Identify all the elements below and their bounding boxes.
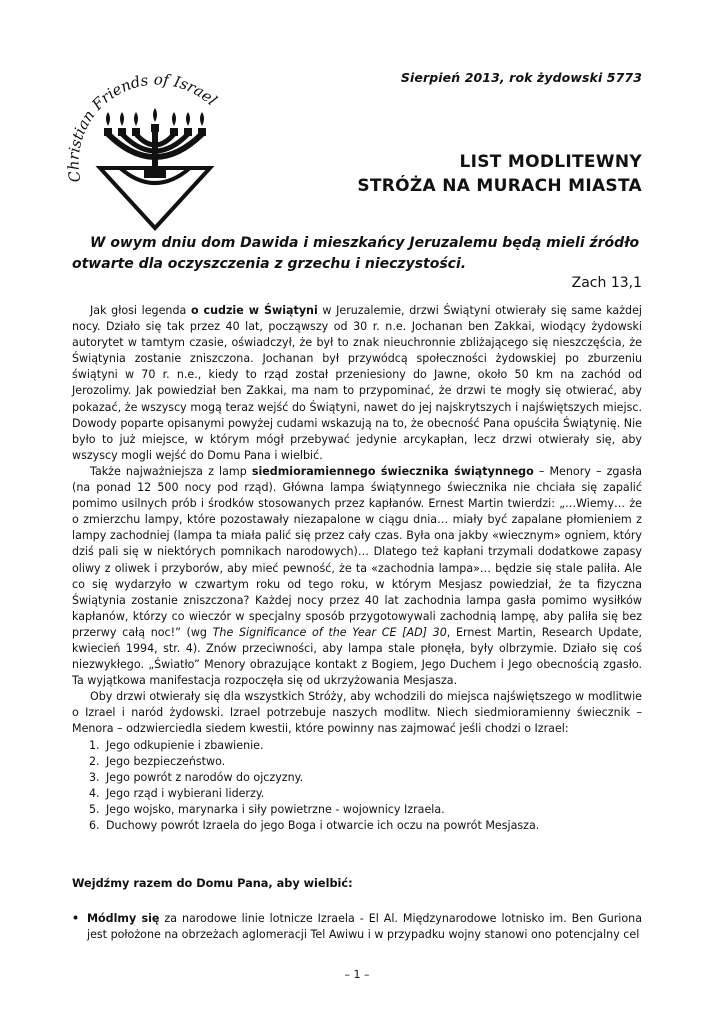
page-title (357, 150, 642, 198)
bible-verse: W owym dniu dom Dawida i mieszkańcy Jeruzalemu będą mieli źródło otwarte dla oczyszczenia z grzechu i nieczystości. (72, 235, 640, 272)
list-item: 2. Jego bezpieczeństwo. (89, 754, 226, 768)
list-item: 6. Duchowy powrót Izraela do jego Boga i otwarcie ich oczu na powrót Mesjasza. (89, 819, 540, 832)
list-item: 1. Jego odkupienie i zbawienie. (89, 738, 264, 752)
paragraph-menorah-lamp: Także najważniejsza z lamp siedmioramiennego świecznika świątynnego – Menory – zgasła (na ponad 12 500 nocy pod rząd). Główna lampa świątynnego świecznika nie chciała się zapalić pomimo usilnych prób i środków stosowanych przez kapłanów. Ernest Martin twierdzi: „…Wiemy… że o zmierzchu lampy, które pozostawały niezapalone w ciągu dnia… miały być zapalane płomieniem z lampy zachodniej (lampa ta miała palić się przez cały czas. Była ona jakby «wiecznym» ogniem, który dziś pali się w niektórych pomnikach narodowych)… Dlatego też kapłani trzymali dodatkowe zapasy oliwy z oliwek i przyborów, aby mieć pewność, że ta «zachodnia lampa»… będzie się stale paliła. Ale co się wydarzyło w czwartym roku od tego roku, w którym Mesjasz powiedział, że ta fizyczna Świątynia zostanie zniszczona? Każdej nocy przez 40 lat zachodnia lampa gasła pomimo wysiłków kapłanów, którzy co wieczór w specjalny sposób przygotowywali zachodnią lampę, aby paliła się bez przerwy całą noc!” (wg The Significance of the Year CE [AD] 30, Ernest Martin, Research Update, kwiecień 1994, str. 4). Znów przeciwności, aby lampa stale płonęła, były olbrzymie. Działo się coś niezwykłego. „Światło” Menory obrazujące kontakt z Bogiem, Jego Duchem i Jego obecnością zgasło. Ta wyjątkowa manifestacja rozpoczęła się od ukrzyżowania Mesjasza. (72, 464, 643, 688)
list-item: 5. Jego wojsko, marynarka i siły powietrzne - wojownicy Izraela. (89, 802, 445, 816)
section-heading: Wejdźmy razem do Domu Pana, aby wielbić: (72, 877, 353, 890)
list-item: 4. Jego rząd i wybierani liderzy. (89, 786, 265, 800)
christian-friends-of-israel-logo (60, 68, 250, 238)
list-item: 3. Jego powrót z narodów do ojczyzny. (89, 770, 304, 784)
title-line-2: STRÓŻA NA MURACH MIASTA (357, 176, 642, 196)
issue-date: Sierpień 2013, rok żydowski 5773 (400, 70, 642, 85)
prayer-list (72, 738, 642, 835)
title-line-1: LIST MODLITEWNY (459, 152, 642, 172)
article-body (72, 303, 642, 834)
menorah-icon (100, 108, 210, 228)
bullet-icon: • (72, 912, 80, 925)
page-number: – 1 – (344, 968, 370, 981)
bullet-text: Módlmy się za narodowe linie lotnicze Izraela - El Al. Międzynarodowe lotnisko im. Ben Guriona jest położone na obrzeżach aglomeracji Tel Awiwu i w przypadku wojny stanowi ono potencjalny cel (87, 912, 642, 942)
logo-arc-text: Christian Friends of Israel (64, 70, 221, 184)
paragraph-temple-doors: Jak głosi legenda o cudzie w Świątyni w Jeruzalemie, drzwi Świątyni otwierały się same każdej nocy. Działo się tak przez 40 lat, począwszy od 30 r. n.e. Jochanan ben Zakkai, wiodący żydowski autorytet w tamtym czasie, oświadczył, że był to znak nieuchronnie zbliżającego się nieszczęścia, że Świątynia zostanie zniszczona. Jochanan był przywódcą społeczności żydowskiej po zburzeniu świątyni w 70 r. n.e., kiedy to rząd został przeniesiony do Jawne, około 50 km na zachód od Jerozolimy. Jak powiedział ben Zakkai, ma nam to przypominać, że drzwi te mogły się otwierać, aby pokazać, że wszyscy mogą teraz wejść do Świątyni, nawet do jej najskrytszych i najświętszych miejsc. Dowody poparte opisanymi powyżej cudami wskazują na to, że obecność Pana opuściła Świątynię. Nie było to już miejsce, w którym mógł przebywać jedynie arcykapłan, lecz drzwi otwierały się, aby wszyscy mogli wejść do Domu Pana i wielbić. (72, 304, 642, 462)
verse-reference: Zach 13,1 (571, 275, 642, 291)
paragraph-watchmen: Oby drzwi otwierały się dla wszystkich Stróży, aby wchodzili do miejsca najświętszego w modlitwie o Izrael i naród żydowski. Izrael potrzebuje naszych modlitw. Niech siedmioramienny świecznik – Menora – odzwierciedla siedem kwestii, które powinny nas zajmować jeśli chodzi o Izrael: (72, 690, 642, 736)
bullet-item (72, 911, 642, 943)
